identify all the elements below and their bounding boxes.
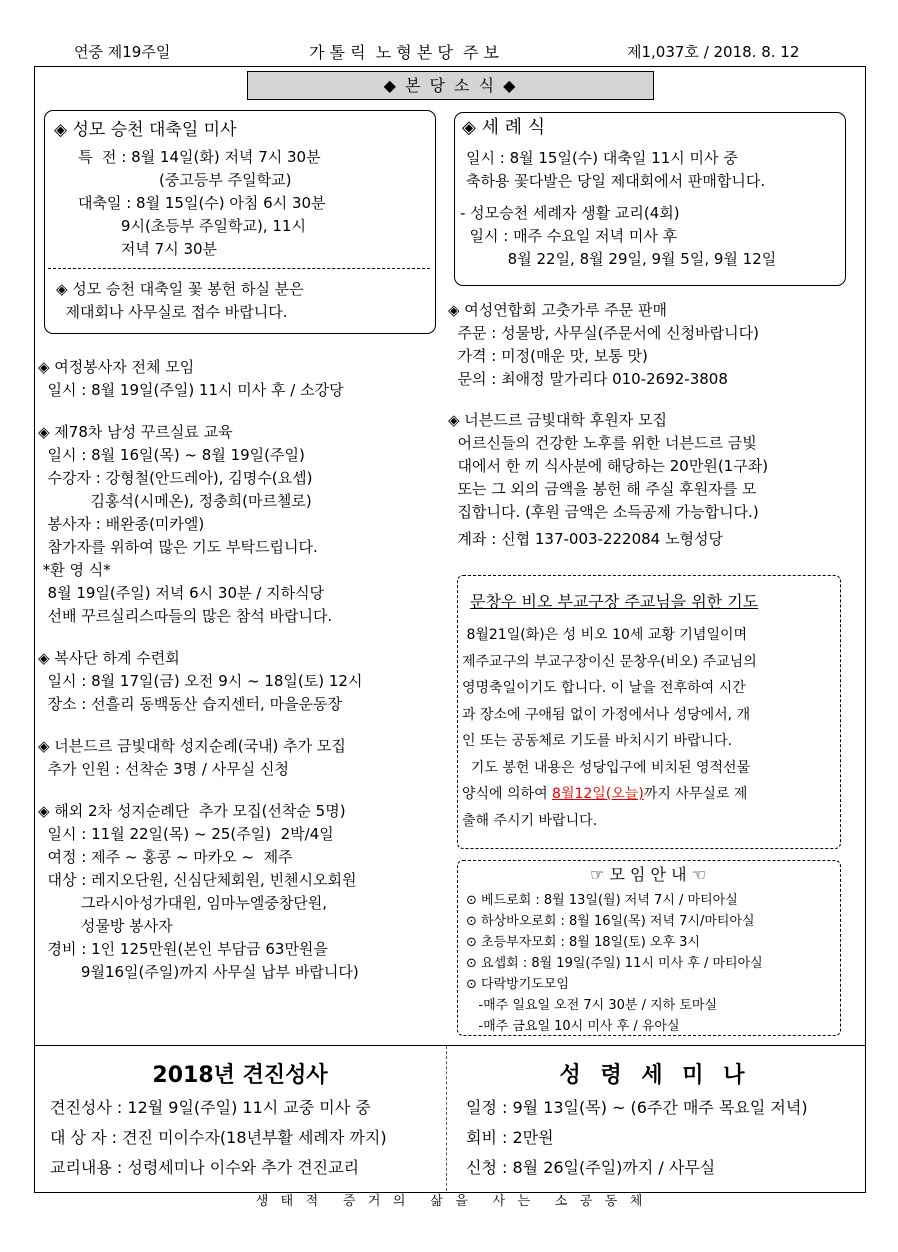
notice-line: 성물방 봉사자 (38, 917, 173, 935)
notice-line: 일시 : 8월 17일(금) 오전 9시 ~ 18일(토) 12시 (38, 672, 363, 690)
prayer-deadline-line (462, 781, 757, 808)
notice-line: 참가자를 위하여 많은 기도 부탁드립니다. (38, 538, 318, 556)
meeting-line: ⊙ 요셉회 : 8월 19일(주일) 11시 미사 후 / 마티아실 (466, 956, 763, 971)
footer-motto: 생 태 적 증 거 의 삶 을 사 는 소 공 동 체 (255, 1194, 643, 1209)
meeting-line: ⊙ 다락방기도모임 (466, 977, 569, 992)
note-line: 제대회나 사무실로 접수 바랍니다. (56, 303, 288, 321)
prayer-line-start: 양식에 의하여 (462, 786, 553, 802)
note-line: ◈ 성모 승천 대축일 꽃 봉헌 하실 분은 (56, 280, 304, 298)
notice-heading: ◈ 여정봉사자 전체 모임 (38, 358, 195, 376)
notice-line: 8월 19일(주일) 저녁 6시 30분 / 지하식당 (38, 584, 325, 602)
divider (48, 268, 430, 269)
right-notices (448, 299, 768, 551)
notice-item (38, 800, 362, 984)
baptism-line: 일시 : 매주 수요일 저녁 미사 후 (460, 227, 678, 245)
seminar-line: 일정 : 9월 13일(목) ~ (6주간 매주 목요일 저녁) (466, 1098, 808, 1117)
seminar-line: 회비 : 2만원 (466, 1128, 554, 1147)
baptism-heading: ◈ 세 례 식 (462, 117, 546, 138)
prayer-line: 제주교구의 부교구장이신 문창우(비오) 주교님의 (462, 653, 757, 670)
notice-line: 9월16일(주일)까지 사무실 납부 바랍니다) (38, 963, 359, 981)
notice-line: 일시 : 8월 19일(주일) 11시 미사 후 / 소강당 (38, 381, 344, 399)
notice-line: 어르신들의 건강한 노후를 위한 너븐드르 금빛 (448, 434, 757, 452)
notice-item (38, 735, 362, 781)
bulletin-title: 가 톨 릭 노 형 본 당 주 보 (309, 43, 499, 62)
week-label: 연중 제19주일 (74, 43, 171, 61)
notice-heading: ◈ 제78차 남성 꾸르실료 교육 (38, 423, 233, 441)
deadline-highlight: 8월12일(오늘) (552, 786, 644, 802)
baptism-line: - 성모승천 세례자 생활 교리(4회) (460, 204, 680, 222)
notice-line: 그라시아성가대원, 임마누엘중창단원, (38, 894, 328, 912)
meetings-heading: ☞ 모 임 안 내 ☜ (590, 865, 706, 884)
seminar-title: 성 령 세 미 나 (559, 1063, 751, 1088)
confirmation-line: 교리내용 : 성령세미나 이수와 추가 견진교리 (50, 1158, 360, 1177)
prayer-line: 8월21일(화)은 성 비오 10세 교황 기념일이며 (462, 627, 748, 643)
prayer-line: 출해 주시기 바랍니다. (462, 812, 598, 829)
seminar-line: 신청 : 8월 26일(주일)까지 / 사무실 (466, 1158, 716, 1177)
notice-line: 계좌 : 신협 137-003-222084 노형성당 (448, 530, 723, 548)
notice-heading: ◈ 복사단 하계 수련회 (38, 649, 180, 667)
notice-line: 일시 : 8월 16일(목) ~ 8월 19일(주일) (38, 446, 305, 464)
flower-offering-note (56, 278, 304, 324)
baptism-line: 축하용 꽃다발은 당일 제대회에서 판매합니다. (466, 172, 766, 190)
schedule-line: 특 전 : 8월 14일(화) 저녁 7시 30분 (78, 148, 321, 166)
prayer-line: 인 또는 공동체로 기도를 바치시기 바랍니다. (462, 733, 733, 749)
confirmation-line: 대 상 자 : 견진 미이수자(18년부활 세례자 까지) (50, 1128, 387, 1147)
notice-line: 대에서 한 끼 식사분에 해당하는 20만원(1구좌) (448, 457, 769, 475)
notice-line: 선배 꾸르실리스따들의 많은 참석 바랍니다. (38, 607, 333, 625)
prayer-title: 문창우 비오 부교구장 주교님을 위한 기도 (470, 592, 759, 611)
schedule-line: 저녁 7시 30분 (78, 240, 218, 258)
schedule-line: 대축일 : 8월 15일(수) 아침 6시 30분 (78, 194, 326, 212)
meeting-line: ⊙ 베드로회 : 8월 13일(월) 저녁 7시 / 마티아실 (466, 893, 738, 908)
issue-number: 제1,037호 / 2018. 8. 12 (627, 43, 800, 61)
bottom-divider (34, 1045, 865, 1046)
meeting-line: ⊙ 초등부자모회 : 8월 18일(토) 오후 3시 (466, 935, 700, 950)
notice-item (448, 299, 768, 391)
meeting-line: -매주 금요일 10시 미사 후 / 유아실 (466, 1019, 680, 1034)
schedule-line: (중고등부 주일학교) (78, 171, 292, 189)
notice-line: 경비 : 1인 125만원(본인 부담금 63만원을 (38, 940, 328, 958)
confirmation-title: 2018년 견진성사 (152, 1063, 328, 1088)
assumption-heading: ◈ 성모 승천 대축일 미사 (54, 120, 237, 140)
baptism-line: 일시 : 8월 15일(수) 대축일 11시 미사 중 (466, 149, 738, 167)
meetings-list (466, 890, 763, 1037)
prayer-line-end: 까지 사무실로 제 (643, 786, 748, 802)
prayer-line: 과 장소에 구애됨 없이 가정에서나 성당에서, 개 (462, 706, 751, 723)
notice-heading: ◈ 여성연합회 고춧가루 주문 판매 (448, 301, 667, 319)
notice-line: 문의 : 최애정 말가리다 010-2692-3808 (448, 370, 728, 388)
notice-heading: ◈ 해외 2차 성지순례단 추가 모집(선착순 5명) (38, 802, 346, 820)
notice-line: 가격 : 미정(매운 맛, 보통 맛) (448, 347, 648, 365)
prayer-line: 영명축일이기도 합니다. 이 날을 전후하여 시간 (462, 680, 746, 696)
seminar-details (466, 1093, 808, 1183)
notice-item (38, 356, 362, 402)
notice-line: 집합니다. (후원 금액은 소득공제 가능합니다.) (448, 503, 759, 521)
prayer-line: 기도 봉헌 내용은 성당입구에 비치된 영적선물 (462, 759, 751, 776)
notice-line: *환 영 식* (38, 561, 111, 579)
confirmation-details (50, 1093, 387, 1183)
schedule-line: 9시(초등부 주일학교), 11시 (78, 217, 306, 235)
notice-line: 봉사자 : 배완종(미카엘) (38, 515, 205, 533)
baptism-details (460, 147, 777, 271)
notice-line: 또는 그 외의 금액을 봉헌 해 주실 후원자를 모 (448, 480, 757, 498)
baptism-line: 8월 22일, 8월 29일, 9월 5일, 9월 12일 (460, 250, 777, 268)
baptism-line (466, 193, 776, 202)
assumption-times (78, 146, 326, 261)
notice-line: 수강자 : 강형철(안드레아), 김명수(요셉) (38, 469, 313, 487)
notice-item (448, 409, 768, 551)
notice-line: 대상 : 레지오단원, 신심단체회원, 빈첸시오회원 (38, 871, 357, 889)
notice-item (38, 421, 362, 628)
notice-line: 김홍석(시메온), 정충희(마르첼로) (38, 492, 312, 510)
notice-line: 일시 : 11월 22일(목) ~ 25(주일) 2박/4일 (38, 825, 334, 843)
prayer-text (462, 622, 757, 834)
section-banner: ◆ 본 당 소 식 ◆ (247, 71, 654, 100)
meeting-line: ⊙ 하상바오로회 : 8월 16일(목) 저녁 7시/마티아실 (466, 914, 755, 929)
notice-line: 추가 인원 : 선착순 3명 / 사무실 신청 (38, 760, 289, 778)
notice-line: 장소 : 선흘리 동백동산 습지센터, 마을운동장 (38, 695, 343, 713)
notice-heading: ◈ 너븐드르 금빛대학 후원자 모집 (448, 411, 667, 429)
meeting-line: -매주 일요일 오전 7시 30분 / 지하 토마실 (466, 998, 718, 1013)
left-notices (38, 356, 362, 984)
notice-line: 주문 : 성물방, 사무실(주문서에 신청바랍니다) (448, 324, 759, 342)
confirmation-line: 견진성사 : 12월 9일(주일) 11시 교중 미사 중 (50, 1098, 371, 1117)
notice-item (38, 647, 362, 716)
notice-heading: ◈ 너븐드르 금빛대학 성지순례(국내) 추가 모집 (38, 737, 346, 755)
notice-line: 여정 : 제주 ~ 홍콩 ~ 마카오 ~ 제주 (38, 848, 293, 866)
